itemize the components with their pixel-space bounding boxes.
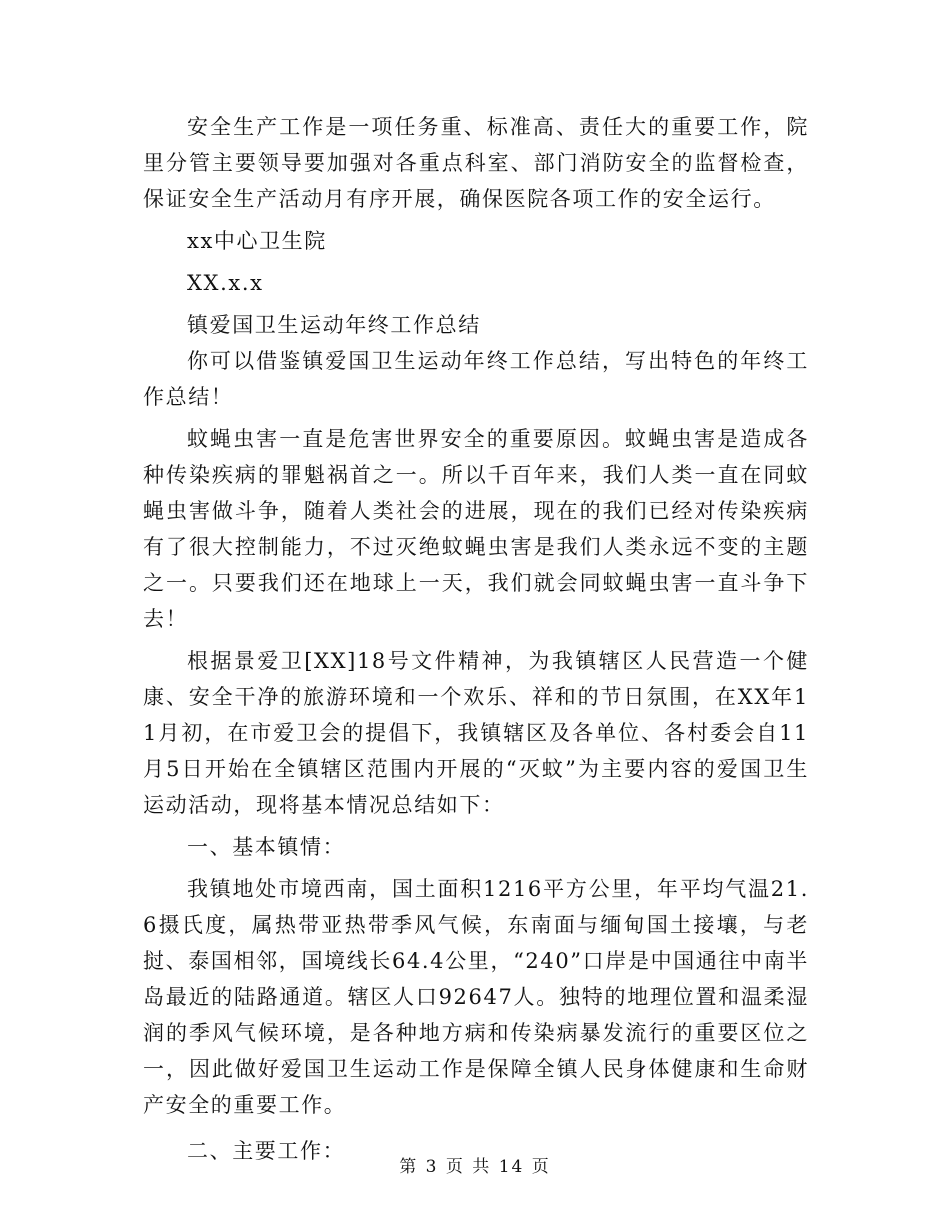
document-body <box>143 109 809 1169</box>
section-heading-main-work: 二、主要工作： <box>187 1139 346 1163</box>
page-number-footer: 第 3 页 共 14 页 <box>399 1157 551 1177</box>
paragraph-town-profile: 我镇地处市境西南，国土面积1216平方公里，年平均气温21.6摄氏度，属热带亚热带季风气候，东南面与缅甸国土接壤，与老挝、泰国相邻，国境线长64.4公里，“240”口岸是中国通往中南半岛最近的陆路通道。辖区人口92647人。独特的地理位置和温柔湿润的季风气候环境，是各种地方病和传染病暴发流行的重要区位之一，因此做好爱国卫生运动工作是保障全镇人民身体健康和生命财产安全的重要工作。 <box>143 877 809 1117</box>
paragraph-mosquito-hazard: 蚊蝇虫害一直是危害世界安全的重要原因。蚊蝇虫害是造成各种传染疾病的罪魁祸首之一。所以千百年来，我们人类一直在同蚊蝇虫害做斗争，随着人类社会的进展，现在的我们已经对传染疾病有了很大控制能力，不过灭绝蚊蝇虫害是我们人类永远不变的主题之一。只要我们还在地球上一天，我们就会同蚊蝇虫害一直斗争下去！ <box>143 427 809 631</box>
paragraph-intro: 你可以借鉴镇爱国卫生运动年终工作总结，写出特色的年终工作总结！ <box>143 349 809 409</box>
signature-date: XX.x.x <box>187 271 264 295</box>
section-heading-basic-situation: 一、基本镇情： <box>187 835 346 859</box>
paragraph-safety-production: 安全生产工作是一项任务重、标准高、责任大的重要工作，院里分管主要领导要加强对各重点科室、部门消防安全的监督检查，保证安全生产活动月有序开展，确保医院各项工作的安全运行。 <box>143 115 809 211</box>
paragraph-campaign-basis: 根据景爱卫[XX]18号文件精神，为我镇辖区人民营造一个健康、安全干净的旅游环境和一个欢乐、祥和的节日氛围，在XX年11月初，在市爱卫会的提倡下，我镇辖区及各单位、各村委会自11月5日开始在全镇辖区范围内开展的“灭蚊”为主要内容的爱国卫生运动活动，现将基本情况总结如下： <box>143 649 809 817</box>
signature-organization: xx中心卫生院 <box>187 229 327 253</box>
document-title: 镇爱国卫生运动年终工作总结 <box>187 313 481 337</box>
